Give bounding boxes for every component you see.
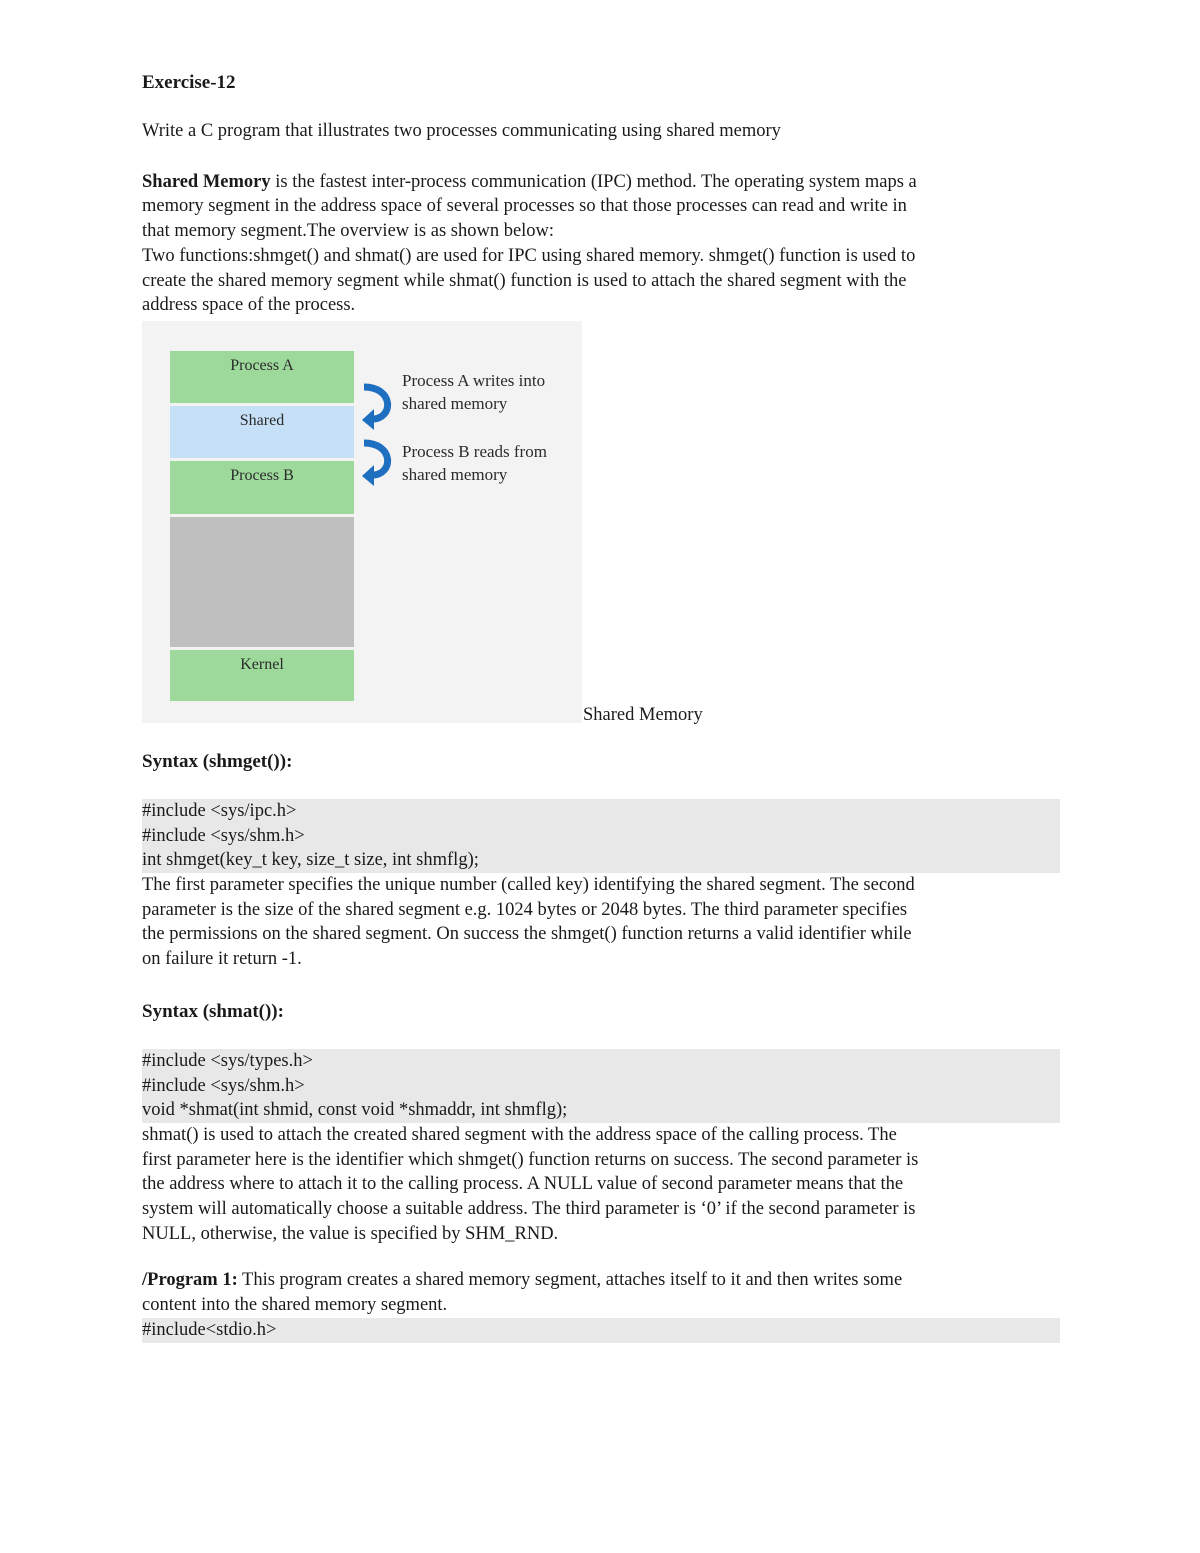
description-line: system will automatically choose a suitable address. The third parameter is ‘0’ if the second parameter is: [142, 1199, 916, 1220]
description-line: The first parameter specifies the unique number (called key) identifying the shared segment. The second: [142, 875, 915, 896]
code-line: int shmget(key_t key, size_t size, int shmflg);: [142, 850, 479, 871]
process-a-segment: Process A: [170, 351, 354, 403]
write-note: Process A writes into shared memory: [402, 370, 546, 413]
shared-memory-diagram: [142, 321, 582, 723]
shared-memory-figure: [142, 321, 1060, 733]
overview-line: Shared Memory is the fastest inter-process communication (IPC) method. The operating system maps a: [142, 171, 917, 192]
program1-line: /Program 1: This program creates a shared memory segment, attaches itself to it and then writes some: [142, 1270, 903, 1291]
description-line: on failure it return -1.: [142, 949, 302, 970]
code-line: void *shmat(int shmid, const void *shmaddr, int shmflg);: [142, 1100, 568, 1121]
overview-paragraph: [142, 170, 1060, 318]
overview-line: memory segment in the address space of several processes so that those processes can read and write in: [142, 196, 907, 217]
shmat-description: [142, 1123, 1060, 1247]
description-line: first parameter here is the identifier which shmget() function returns on success. The second parameter is: [142, 1149, 919, 1170]
code-line: #include<stdio.h>: [142, 1319, 277, 1340]
program1-line: content into the shared memory segment.: [142, 1295, 448, 1316]
shmget-heading: Syntax (shmget()):: [142, 750, 293, 772]
unused-memory-segment: [170, 517, 354, 647]
shared-memory-term: Shared Memory: [142, 171, 271, 192]
overview-line: create the shared memory segment while shmat() function is used to attach the shared segment with the: [142, 270, 907, 291]
shared-segment: Shared: [170, 406, 354, 458]
document-page: [142, 70, 1060, 1343]
curved-arrow-down-icon: [360, 439, 394, 487]
description-line: shmat() is used to attach the created shared segment with the address space of the calling process. The: [142, 1124, 897, 1145]
code-line: #include <sys/ipc.h>: [142, 800, 297, 821]
description-line: parameter is the size of the shared segment e.g. 1024 bytes or 2048 bytes. The third parameter specifies: [142, 899, 908, 920]
code-line: #include <sys/shm.h>: [142, 1075, 305, 1096]
intro-text: Write a C program that illustrates two processes communicating using shared memory: [142, 121, 781, 141]
figure-caption: Shared Memory: [583, 704, 703, 725]
exercise-title: Exercise-12: [142, 72, 236, 93]
shmget-code-block: [142, 799, 1060, 873]
overview-line: Two functions:shmget() and shmat() are used for IPC using shared memory. shmget() function is used to: [142, 245, 916, 266]
overview-line: address space of the process.: [142, 295, 356, 316]
description-line: the permissions on the shared segment. On success the shmget() function returns a valid identifier while: [142, 924, 912, 945]
shmget-description: [142, 873, 1060, 972]
shmat-code-block: [142, 1049, 1060, 1123]
read-note: Process B reads from shared memory: [402, 441, 547, 484]
code-line: #include <sys/types.h>: [142, 1050, 313, 1071]
program1-code-block: [142, 1318, 1060, 1343]
program1-label: /Program 1:: [142, 1270, 238, 1291]
description-line: NULL, otherwise, the value is specified by SHM_RND.: [142, 1223, 559, 1244]
shmat-heading: Syntax (shmat()):: [142, 1000, 284, 1022]
code-line: #include <sys/shm.h>: [142, 825, 305, 846]
kernel-segment: Kernel: [170, 650, 354, 701]
curved-arrow-down-icon: [360, 383, 394, 431]
process-b-segment: Process B: [170, 461, 354, 514]
description-line: the address where to attach it to the calling process. A NULL value of second parameter means that the: [142, 1174, 904, 1195]
program1-intro: [142, 1268, 1060, 1317]
overview-line: that memory segment.The overview is as shown below:: [142, 221, 555, 242]
